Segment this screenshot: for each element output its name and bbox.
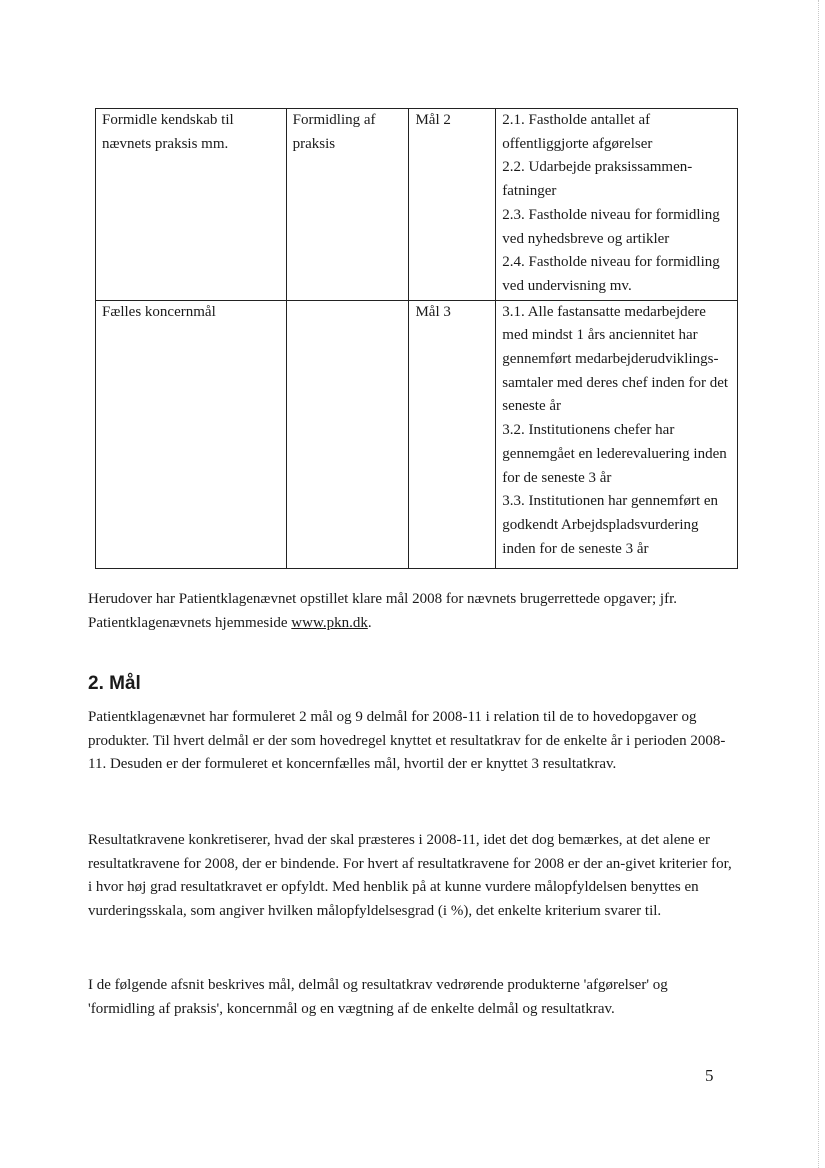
body-paragraph: Resultatkravene konkretiserer, hvad der skal præsteres i 2008-11, idet det dog bemærkes, at det alene er resultatkravene for 2008, der er bindende. For hvert af resultatkravene for 2008 er der an-givet kriterier for, i hvor høj grad resultatkravet er opfyldt. Med henblik på at kunne vurdere målopfyldelsen benyttes en vurderingsskala, som angiver hvilken målopfyldelsesgrad (i %), det enkelte kriterium svarer til. bbox=[88, 832, 732, 919]
table-cell-requirements bbox=[496, 109, 738, 301]
table-cell-goal: Mål 3 bbox=[409, 300, 496, 568]
table-cell-area: Fælles koncernmål bbox=[96, 300, 287, 568]
page-number: 5 bbox=[705, 1066, 714, 1085]
page-edge bbox=[818, 0, 825, 1168]
website-link[interactable]: www.pkn.dk bbox=[291, 614, 368, 631]
intro-paragraph bbox=[88, 588, 738, 635]
requirement-item: 3.3. Institutionen har gennemført en godkendt Arbejdspladsvurdering inden for de seneste 3 år bbox=[502, 493, 719, 557]
table-cell-area: Formidle kendskab til nævnets praksis mm. bbox=[96, 109, 287, 301]
intro-suffix: . bbox=[367, 614, 372, 631]
requirement-item: 2.3. Fastholde niveau for formidling ved nyhedsbreve og artikler bbox=[502, 206, 720, 247]
table-cell-product bbox=[286, 300, 409, 568]
table-row bbox=[96, 300, 738, 568]
requirement-item: 3.1. Alle fastansatte medarbejdere med mindst 1 års anciennitet har gennemført medarbejderudviklings-samtaler med deres chef inden for det seneste år bbox=[502, 303, 729, 415]
requirement-item: 3.2. Institutionens chefer har gennemgået en lederevaluering inden for de seneste 3 år bbox=[502, 422, 727, 486]
table-cell-requirements bbox=[496, 300, 738, 568]
requirement-item: 2.1. Fastholde antallet af offentliggjorte afgørelser bbox=[502, 112, 653, 152]
body-paragraph: Patientklagenævnet har formuleret 2 mål og 9 delmål for 2008-11 i relation til de to hovedopgaver og produkter. Til hvert delmål er der som hovedregel knyttet et resultatkrav for de enkelte år i perioden 2008-11. Desuden er der formuleret et koncernfælles mål, hvortil der er knyttet 3 resultatkrav. bbox=[88, 709, 726, 772]
table-row bbox=[96, 109, 738, 301]
intro-text: Herudover har Patientklagenævnet opstillet klare mål 2008 for nævnets brugerrettede opgaver; jfr. Patientklagenævnets hjemmeside bbox=[88, 591, 677, 631]
requirement-item: 2.2. Udarbejde praksissammen-fatninger bbox=[502, 159, 693, 200]
body-paragraph: I de følgende afsnit beskrives mål, delmål og resultatkrav vedrørende produkterne 'afgørelser' og 'formidling af praksis', koncernmål og en vægtning af de enkelte delmål og resultatkrav. bbox=[88, 977, 668, 1017]
table-cell-goal: Mål 2 bbox=[409, 109, 496, 301]
goals-table bbox=[95, 108, 738, 569]
section-heading: 2. Mål bbox=[88, 673, 141, 694]
table-cell-product: Formidling af praksis bbox=[286, 109, 409, 301]
requirement-item: 2.4. Fastholde niveau for formidling ved undervisning mv. bbox=[502, 254, 720, 294]
